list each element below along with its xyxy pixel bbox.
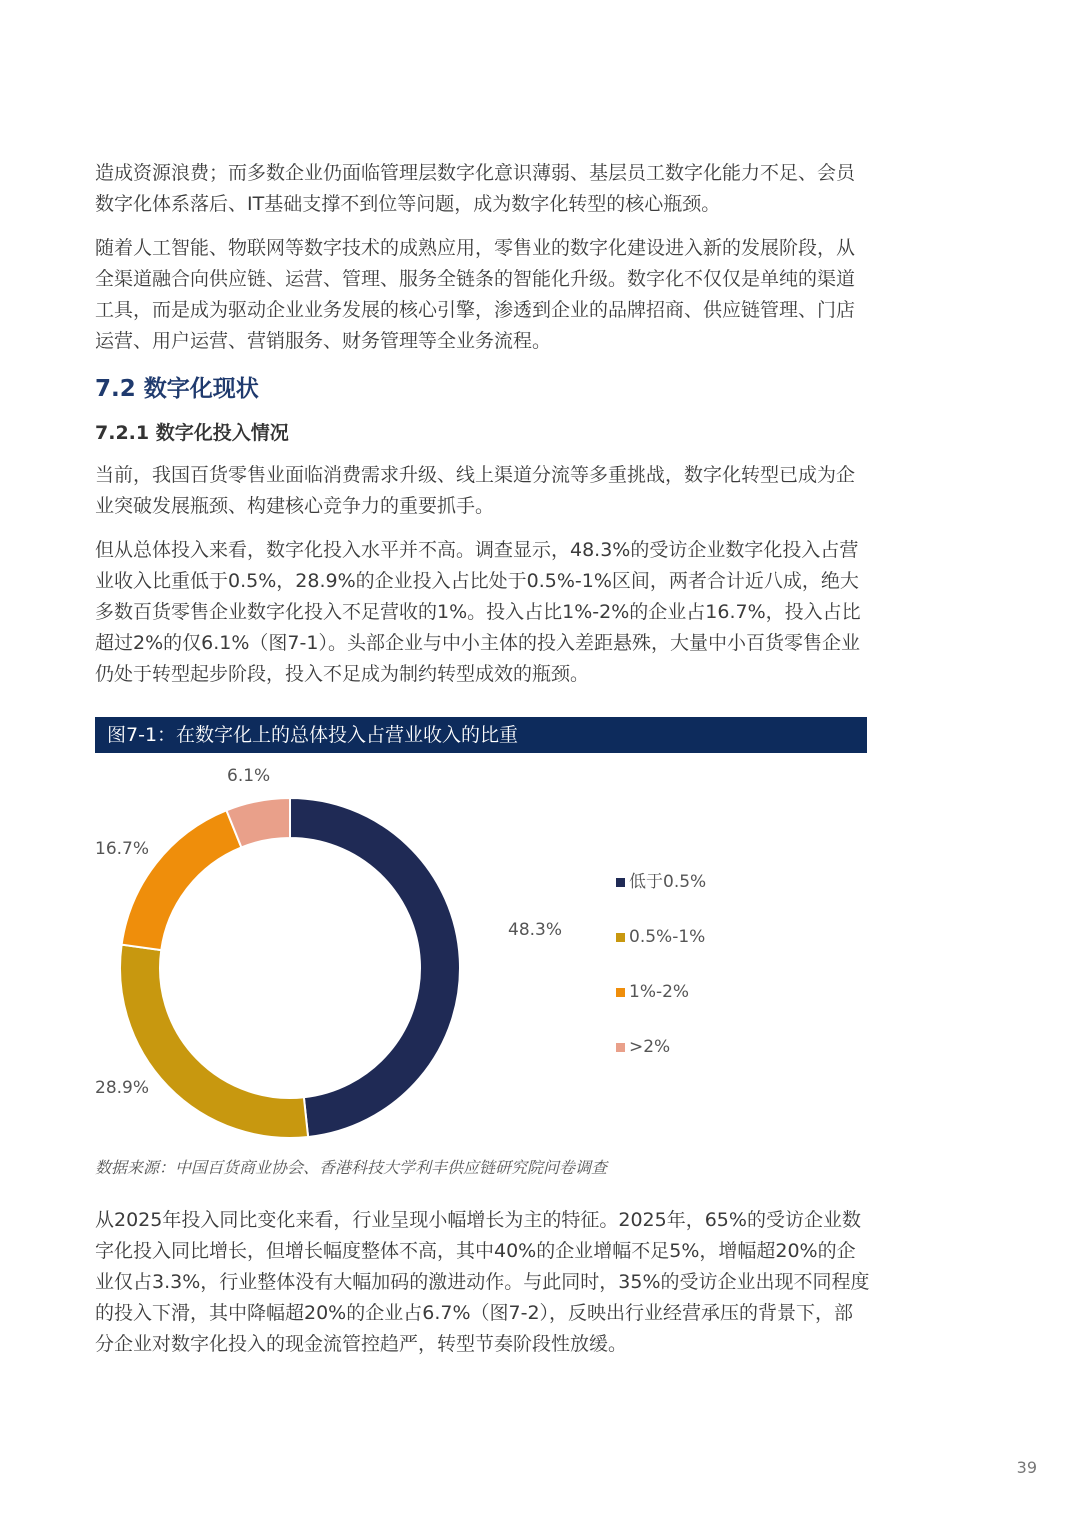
- donut-slice-1: [290, 798, 460, 1137]
- section-heading: 7.2 数字化现状: [95, 376, 259, 402]
- page-number: 39: [1016, 1458, 1037, 1477]
- paragraph-3: 当前，我国百货零售业面临消费需求升级、线上渠道分流等多重挑战，数字化转型已成为企业突破发展瓶颈、构建核心竞争力的重要抓手。: [95, 464, 856, 517]
- paragraph-4: 但从总体投入来看，数字化投入水平并不高。调查显示，48.3%的受访企业数字化投入占营业收入比重低于0.5%，28.9%的企业投入占比处于0.5%-1%区间，两者合计近八成，绝大多数百货零售企业数字化投入不足营收的1%。投入占比1%-2%的企业占16.7%，投入占比超过2%的仅6.1%（图7-1）。头部企业与中小主体的投入差距悬殊，大量中小百货零售企业仍处于转型起步阶段，投入不足成为制约转型成效的瓶颈。: [95, 539, 861, 685]
- paragraph-1: 造成资源浪费；而多数企业仍面临管理层数字化意识薄弱、基层员工数字化能力不足、会员数字化体系落后、IT基础支撑不到位等问题，成为数字化转型的核心瓶颈。: [95, 162, 856, 215]
- subsection-heading: 7.2.1 数字化投入情况: [95, 422, 289, 444]
- donut-chart: [90, 760, 890, 1155]
- slice-label-1: 48.3%: [508, 920, 563, 940]
- paragraph-5: 从2025年投入同比变化来看，行业呈现小幅增长为主的特征。2025年，65%的受访企业数字化投入同比增长，但增长幅度整体不高，其中40%的企业增幅不足5%，增幅超20%的企业仅占3.3%，行业整体没有大幅加码的激进动作。与此同时，35%的受访企业出现不同程度的投入下滑，其中降幅超20%的企业占6.7%（图7-2），反映出行业经营承压的背景下，部分企业对数字化投入的现金流管控趋严，转型节奏阶段性放缓。: [95, 1209, 870, 1355]
- donut-slice-2: [120, 945, 308, 1138]
- figure-title: 图7-1：在数字化上的总体投入占营业收入的比重: [95, 717, 867, 753]
- slice-label-2: 28.9%: [95, 1078, 150, 1098]
- legend-label-4: >2%: [629, 1037, 671, 1057]
- legend-swatch-2: [616, 933, 625, 942]
- legend-swatch-1: [616, 878, 625, 887]
- donut-slice-3: [122, 810, 242, 950]
- legend-swatch-4: [616, 1043, 625, 1052]
- paragraph-2: 随着人工智能、物联网等数字技术的成熟应用，零售业的数字化建设进入新的发展阶段，从全渠道融合向供应链、运营、管理、服务全链条的智能化升级。数字化不仅仅是单纯的渠道工具，而是成为驱动企业业务发展的核心引擎，渗透到企业的品牌招商、供应链管理、门店运营、用户运营、营销服务、财务管理等全业务流程。: [95, 237, 856, 352]
- figure-source: 数据来源：中国百货商业协会、香港科技大学利丰供应链研究院问卷调查: [95, 1158, 608, 1177]
- slice-label-3: 16.7%: [95, 839, 150, 859]
- legend-label-2: 0.5%-1%: [629, 927, 706, 947]
- legend-label-3: 1%-2%: [629, 982, 690, 1002]
- slice-label-4: 6.1%: [227, 766, 271, 786]
- legend-swatch-3: [616, 988, 625, 997]
- legend-label-1: 低于0.5%: [629, 872, 707, 892]
